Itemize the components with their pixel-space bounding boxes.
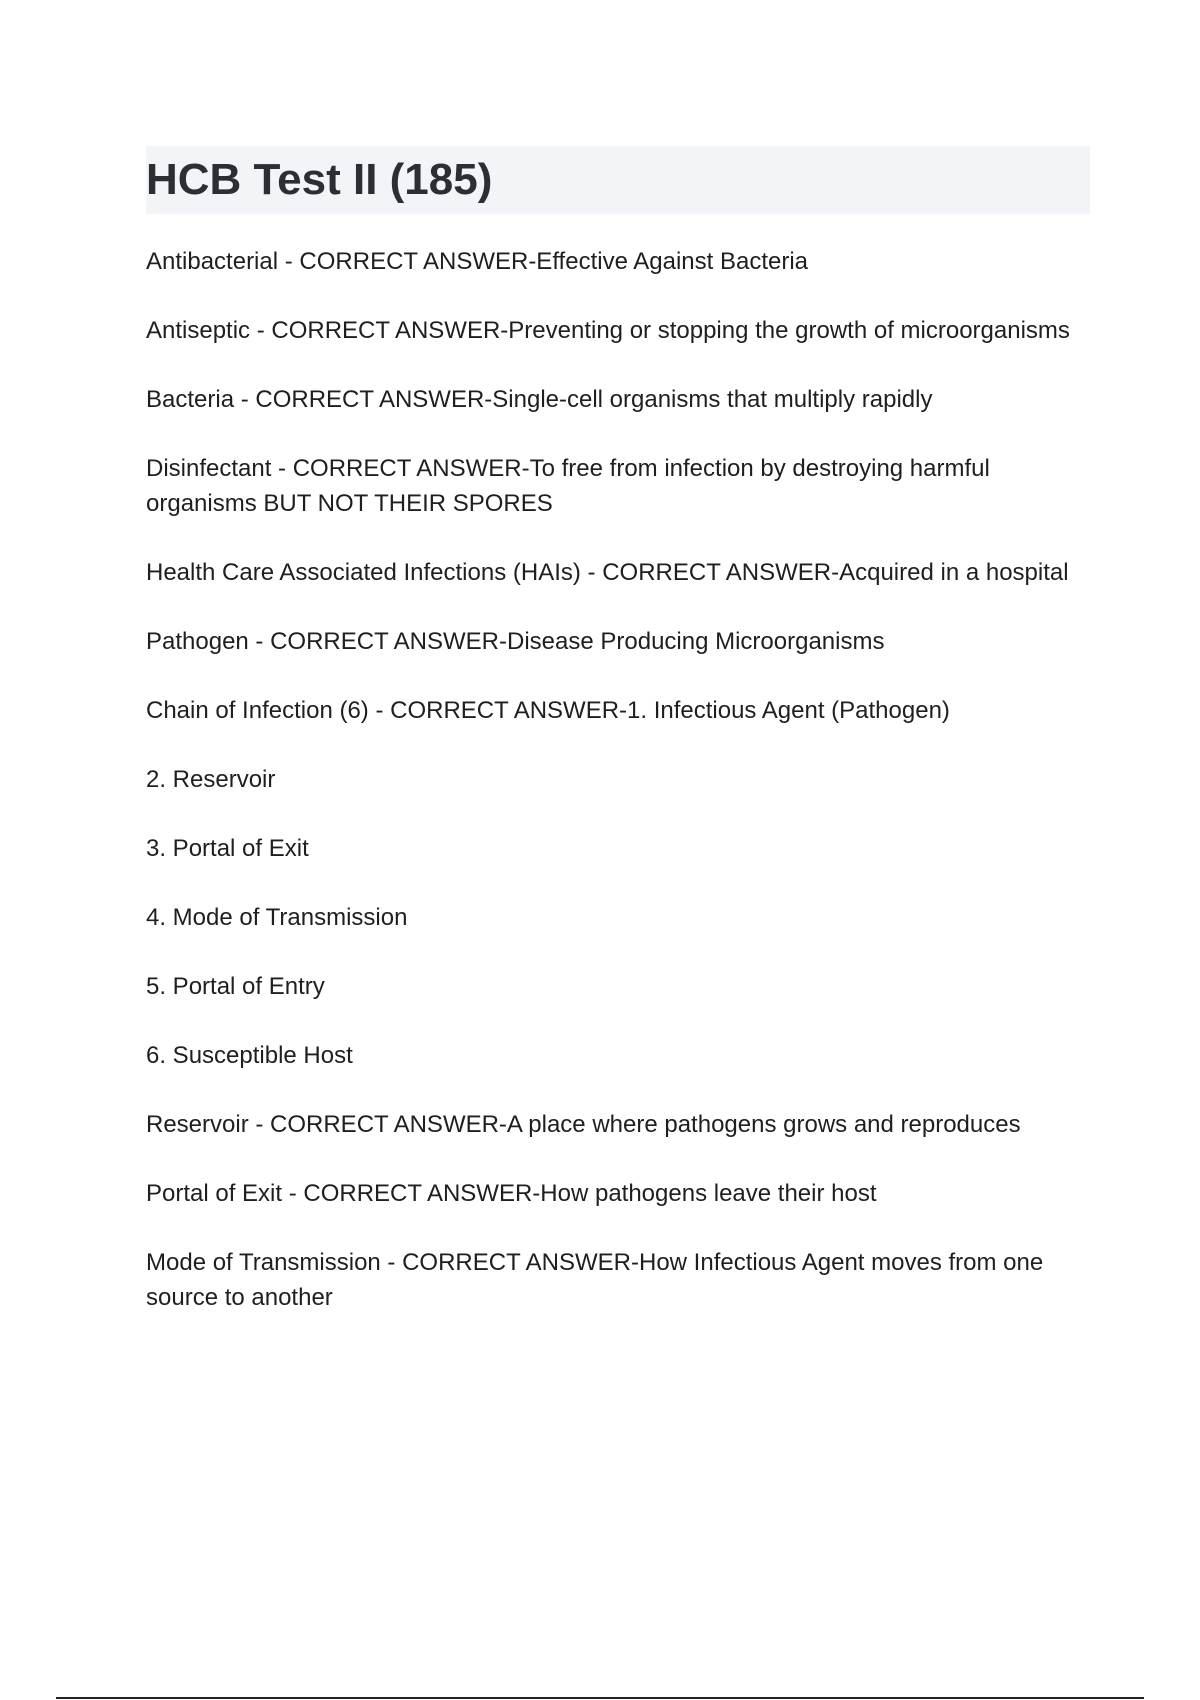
entry-antiseptic: Antiseptic - CORRECT ANSWER-Preventing or stopping the growth of microorganisms: [146, 317, 1070, 344]
footer-divider: [56, 1697, 1144, 1699]
entry-bacteria: Bacteria - CORRECT ANSWER-Single-cell organisms that multiply rapidly: [146, 386, 933, 413]
entry-chain-step-5: 5. Portal of Entry: [146, 973, 325, 1000]
entry-mode-of-transmission: Mode of Transmission - CORRECT ANSWER-How Infectious Agent moves from one source to another: [146, 1249, 1044, 1311]
entry-reservoir: Reservoir - CORRECT ANSWER-A place where pathogens grows and reproduces: [146, 1111, 1021, 1138]
entry-portal-of-exit: Portal of Exit - CORRECT ANSWER-How pathogens leave their host: [146, 1180, 877, 1207]
entry-pathogen: Pathogen - CORRECT ANSWER-Disease Producing Microorganisms: [146, 628, 885, 655]
entry-chain-step-4: 4. Mode of Transmission: [146, 904, 408, 931]
page-title: HCB Test II (185): [146, 155, 493, 204]
entry-chain-of-infection: Chain of Infection (6) - CORRECT ANSWER-1. Infectious Agent (Pathogen): [146, 697, 950, 724]
entry-hais: Health Care Associated Infections (HAIs) - CORRECT ANSWER-Acquired in a hospital: [146, 559, 1069, 586]
title-bar: [146, 146, 1090, 214]
entry-chain-step-2: 2. Reservoir: [146, 766, 276, 793]
flashcard-list: [146, 244, 1090, 1349]
entry-chain-step-6: 6. Susceptible Host: [146, 1042, 353, 1069]
entry-disinfectant: Disinfectant - CORRECT ANSWER-To free from infection by destroying harmful organisms BUT NOT THEIR SPORES: [146, 455, 990, 517]
entry-antibacterial: Antibacterial - CORRECT ANSWER-Effective Against Bacteria: [146, 248, 809, 275]
entry-chain-step-3: 3. Portal of Exit: [146, 835, 309, 862]
